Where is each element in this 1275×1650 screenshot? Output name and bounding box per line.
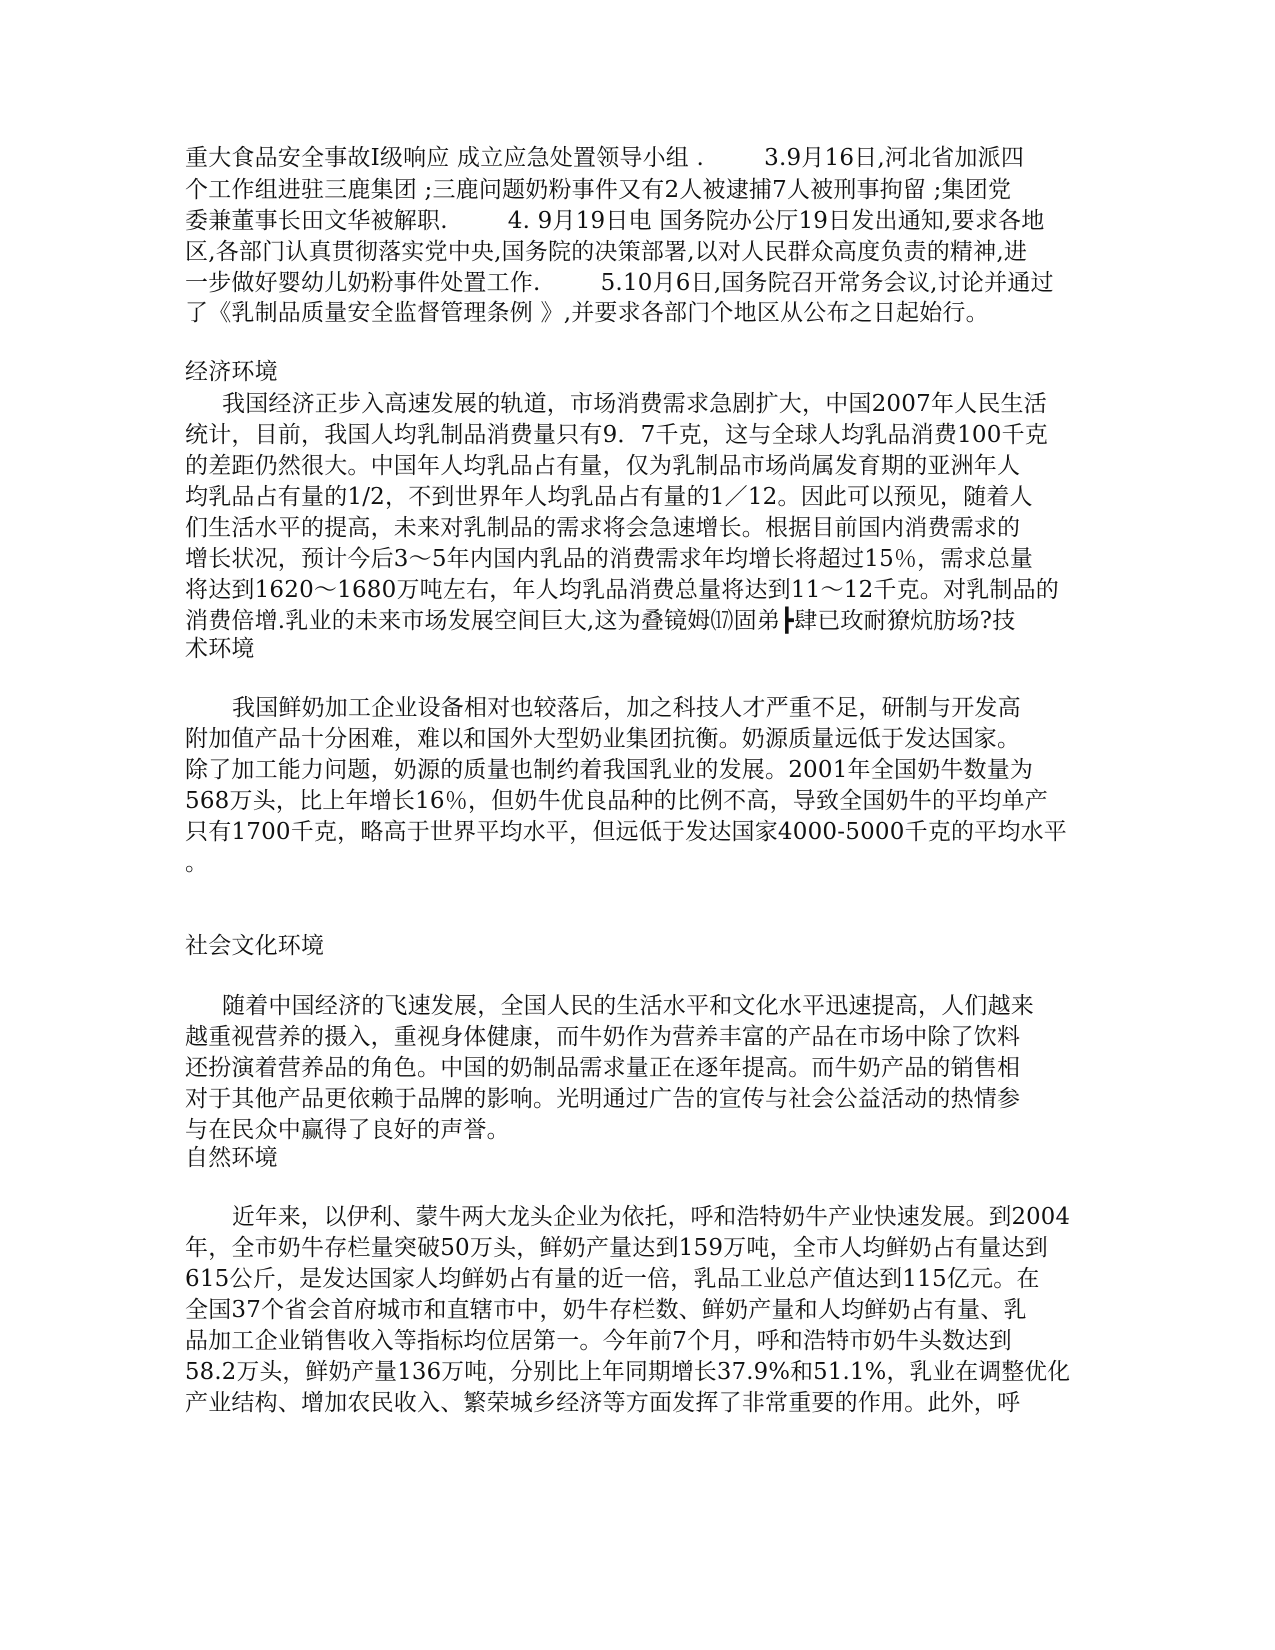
economic-line-7: 将达到1620～1680万吨左右，年人均乳品消费总量将达到11～12千克。对乳制品的 <box>185 577 1059 603</box>
technology-line-2: 附加值产品十分困难，难以和国外大型奶业集团抗衡。奶源质量远低于发达国家。 <box>185 726 1021 752</box>
heading-natural: 自然环境 <box>185 1145 278 1171</box>
economic-line-2: 统计，目前，我国人均乳制品消费量只有9．7千克，这与全球人均乳品消费100千克 <box>185 422 1048 448</box>
natural-line-7: 产业结构、增加农民收入、繁荣城乡经济等方面发挥了非常重要的作用。此外，呼 <box>185 1390 1021 1416</box>
events-line-4: 区,各部门认真贯彻落实党中央,国务院的决策部署,以对人民群众高度负责的精神,进 <box>185 239 1028 265</box>
economic-line-8: 消费倍增.乳业的未来市场发展空间巨大,这为叠镜姆⒄固弟┣肆已玫耐獠炕肪场?技 <box>185 608 1016 634</box>
natural-line-1: 近年来，以伊利、蒙牛两大龙头企业为依托，呼和浩特奶牛产业快速发展。到2004 <box>232 1204 1071 1230</box>
technology-line-3: 除了加工能力问题，奶源的质量也制约着我国乳业的发展。2001年全国奶牛数量为 <box>185 757 1034 783</box>
economic-line-3: 的差距仍然很大。中国年人均乳品占有量，仅为乳制品市场尚属发育期的亚洲年人 <box>185 453 1021 479</box>
events-line-1: 重大食品安全事故Ⅰ级响应 成立应急处置领导小组 . 3.9月16日,河北省加派四 <box>185 145 1025 171</box>
natural-line-3: 615公斤，是发达国家人均鲜奶占有量的近一倍，乳品工业总产值达到115亿元。在 <box>185 1266 1040 1292</box>
events-line-3: 委兼董事长田文华被解职. 4. 9月19日电 国务院办公厅19日发出通知,要求各地 <box>185 208 1045 234</box>
events-line-6: 了《乳制品质量安全监督管理条例 》,并要求各部门个地区从公布之日起始行。 <box>185 300 989 326</box>
economic-line-1: 我国经济正步入高速发展的轨道，市场消费需求急剧扩大，中国2007年人民生活 <box>222 391 1047 417</box>
social-line-5: 与在民众中赢得了良好的声誉。 <box>185 1117 510 1143</box>
economic-line-5: 们生活水平的提高，未来对乳制品的需求将会急速增长。根据目前国内消费需求的 <box>185 515 1021 541</box>
economic-line-9: 术环境 <box>185 636 255 662</box>
economic-line-6: 增长状况，预计今后3～5年内国内乳品的消费需求年均增长将超过15％，需求总量 <box>185 546 1034 572</box>
technology-line-4: 568万头，比上年增长16％，但奶牛优良品种的比例不高，导致全国奶牛的平均单产 <box>185 788 1048 814</box>
social-line-4: 对于其他产品更依赖于品牌的影响。光明通过广告的宣传与社会公益活动的热情参 <box>185 1086 1021 1112</box>
natural-line-4: 全国37个省会首府城市和直辖市中，奶牛存栏数、鲜奶产量和人均鲜奶占有量、乳 <box>185 1297 1027 1323</box>
economic-line-4: 均乳品占有量的1/2，不到世界年人均乳品占有量的1／12。因此可以预见，随着人 <box>185 484 1033 510</box>
technology-line-5: 只有1700千克，略高于世界平均水平，但远低于发达国家4000-5000千克的平均水平 <box>185 819 1067 845</box>
heading-economic: 经济环境 <box>185 359 278 385</box>
natural-line-2: 年，全市奶牛存栏量突破50万头，鲜奶产量达到159万吨，全市人均鲜奶占有量达到 <box>185 1235 1048 1261</box>
technology-line-6: 。 <box>185 850 209 876</box>
social-line-1: 随着中国经济的飞速发展，全国人民的生活水平和文化水平迅速提高，人们越来 <box>222 993 1034 1019</box>
events-line-5: 一步做好婴幼儿奶粉事件处置工作. 5.10月6日,国务院召开常务会议,讨论并通过 <box>185 270 1054 296</box>
natural-line-5: 品加工企业销售收入等指标均位居第一。今年前7个月，呼和浩特市奶牛头数达到 <box>185 1328 1012 1354</box>
social-line-2: 越重视营养的摄入，重视身体健康，而牛奶作为营养丰富的产品在市场中除了饮料 <box>185 1024 1021 1050</box>
social-line-3: 还扮演着营养品的角色。中国的奶制品需求量正在逐年提高。而牛奶产品的销售相 <box>185 1055 1021 1081</box>
natural-line-6: 58.2万头，鲜奶产量136万吨，分别比上年同期增长37.9%和51.1%，乳业在调整优化 <box>185 1359 1071 1385</box>
events-line-2: 个工作组进驻三鹿集团 ;三鹿问题奶粉事件又有2人被逮捕7人被刑事拘留 ;集团党 <box>185 177 1012 203</box>
heading-social: 社会文化环境 <box>185 933 325 959</box>
technology-line-1: 我国鲜奶加工企业设备相对也较落后，加之科技人才严重不足，研制与开发高 <box>232 695 1021 721</box>
